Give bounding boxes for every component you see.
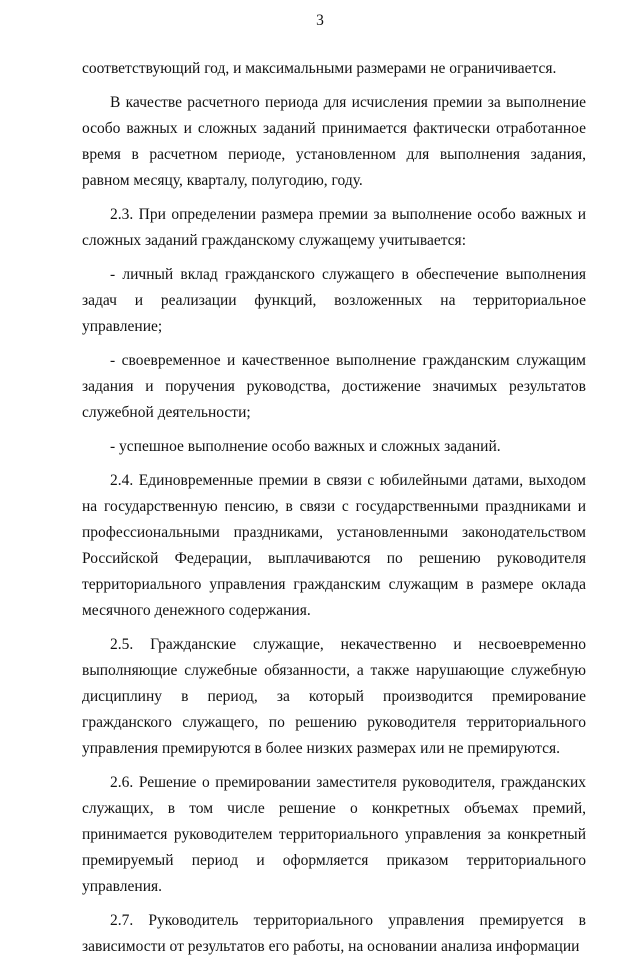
list-item-successful-tasks: - успешное выполнение особо важных и сложных заданий. xyxy=(110,438,501,455)
page-number: 3 xyxy=(316,12,324,29)
paragraph-2-5: 2.5. Гражданские служащие, некачественно и несвоевременно выполняющие служебные обязанности, а также нарушающие служебную дисциплину в период, за который производится премирование гражданского служащего, по решению руководителя территориального управления премируются в более низких размерах или не премируются. xyxy=(82,636,586,757)
list-item-timely-execution: - своевременное и качественное выполнение гражданским служащим задания и поручения руководства, достижение значимых результатов служебной деятельности; xyxy=(82,352,586,421)
paragraph-2-7: 2.7. Руководитель территориального управления премируется в зависимости от результатов его работы, на основании анализа информации xyxy=(82,912,586,955)
paragraph-2-3: 2.3. При определении размера премии за выполнение особо важных и сложных заданий гражданскому служащему учитывается: xyxy=(82,206,586,249)
document-body xyxy=(82,56,586,968)
paragraph-2-6: 2.6. Решение о премировании заместителя руководителя, гражданских служащих, в том числе решение о конкретных объемах премий, принимается руководителем территориального управления за конкретный премируемый период и оформляется приказом территориального управления. xyxy=(82,774,586,895)
paragraph-calculation-period: В качестве расчетного периода для исчисления премии за выполнение особо важных и сложных заданий принимается фактически отработанное время в расчетном периоде, установленном для выполнения задания, равном месяцу, кварталу, полугодию, году. xyxy=(82,94,586,189)
paragraph-2-4: 2.4. Единовременные премии в связи с юбилейными датами, выходом на государственную пенсию, в связи с государственными праздниками и профессиональными праздниками, установленными законодательством Российской Федерации, выплачиваются по решению руководителя территориального управления гражданским служащим в размере оклада месячного денежного содержания. xyxy=(82,472,586,619)
paragraph-continuation: соответствующий год, и максимальными размерами не ограничивается. xyxy=(82,60,557,77)
list-item-personal-contribution: - личный вклад гражданского служащего в обеспечение выполнения задач и реализации функций, возложенных на территориальное управление; xyxy=(82,266,586,335)
